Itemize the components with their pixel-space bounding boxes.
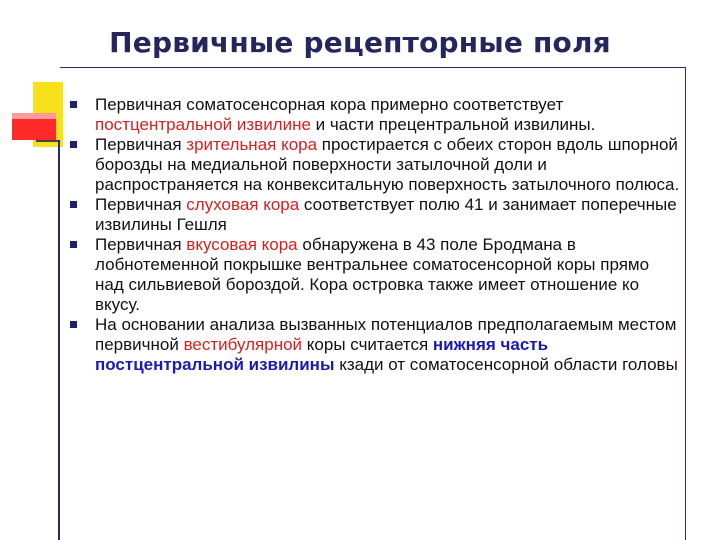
text-segment: обнаружена в 43 поле Бродмана в лобнотеменной покрышке вентральнее соматосенсорной коры прямо над сильвиевой бороздой. Кора островка также имеет отношение ко вкусу. <box>95 235 650 314</box>
frame-left-line <box>58 140 60 540</box>
bullet-list <box>64 95 680 375</box>
highlighted-term: постцентральной извилине <box>95 115 311 134</box>
text-segment: Первичная <box>95 235 187 254</box>
text-segment: простирается с обеих сторон вдоль шпорной борозды на медиальной поверхности затылочной доли и распространяется на конвекситальную поверхность затылочного полюса. <box>95 135 680 194</box>
frame-top-line <box>60 67 686 68</box>
decorative-horizontal-line <box>36 140 60 142</box>
emphasized-term: нижняя часть постцентральной извилины <box>95 335 549 374</box>
text-segment: соответствует полю 41 и занимает поперечные извилины Гешля <box>95 195 677 234</box>
bullet-text <box>95 135 679 194</box>
text-segment: Первичная <box>95 195 187 214</box>
text-segment: кзади от соматосенсорной области головы <box>334 355 678 374</box>
square-bullet-icon <box>70 241 77 248</box>
frame-right-line <box>685 67 686 540</box>
square-bullet-icon <box>70 101 77 108</box>
bullet-text <box>95 235 649 314</box>
highlighted-term: зрительная кора <box>186 135 318 154</box>
bullet-item-vestibular <box>64 315 680 375</box>
decorative-red-highlight <box>12 113 56 119</box>
highlighted-term: вкусовая кора <box>186 235 298 254</box>
bullet-item-auditory <box>64 195 680 235</box>
bullet-item-gustatory <box>64 235 680 315</box>
text-segment: На основании анализа вызванных потенциалов предполагаемым местом первичной <box>95 315 677 354</box>
text-segment: коры считается <box>302 335 433 354</box>
text-segment: Первичная соматосенсорная кора примерно соответствует <box>95 95 564 114</box>
text-segment: Первичная <box>95 135 187 154</box>
bullet-text <box>95 95 595 134</box>
highlighted-term: слуховая кора <box>186 195 300 214</box>
bullet-item-visual <box>64 135 680 195</box>
square-bullet-icon <box>70 201 77 208</box>
slide-title: Первичные рецепторные поля <box>109 26 611 59</box>
square-bullet-icon <box>70 321 77 328</box>
bullet-text <box>95 195 677 234</box>
text-segment: и части прецентральной извилины. <box>310 115 596 134</box>
bullet-text <box>95 315 678 374</box>
bullet-item-somatosensory <box>64 95 680 135</box>
highlighted-term: вестибулярной <box>183 335 303 354</box>
square-bullet-icon <box>70 141 77 148</box>
